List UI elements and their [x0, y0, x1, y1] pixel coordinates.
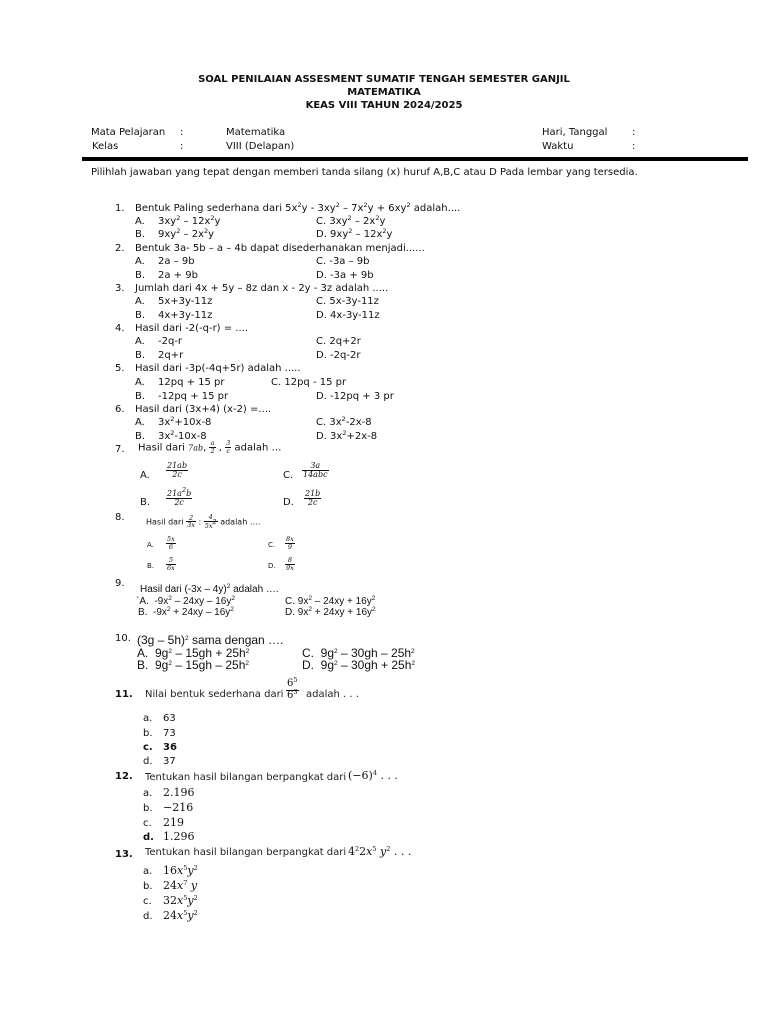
question-8-option-c[interactable]: $\frac{8x}{9}$: [286, 535, 294, 551]
question-5-option-d[interactable]: D. -12pq + 3 pr: [316, 391, 394, 402]
kelas-value: VIII (Delapan): [226, 141, 295, 152]
question-8-option-b[interactable]: $\frac{5}{6x}$: [167, 556, 175, 572]
question-3-option-a-letter[interactable]: A.: [135, 296, 145, 307]
question-3-option-b-letter[interactable]: B.: [135, 310, 146, 321]
question-2-option-b[interactable]: 2a + 9b: [158, 270, 198, 281]
question-9-option-b[interactable]: B. $-9x^2 + 24xy - 16y^2$: [138, 606, 234, 618]
question-1-option-a-letter[interactable]: A.: [135, 216, 145, 227]
doc-title-line1: SOAL PENILAIAN ASSESMENT SUMATIF TENGAH SEMESTER GANJIL: [198, 74, 570, 85]
question-4-option-b[interactable]: 2q+r: [158, 350, 184, 361]
question-3-option-c[interactable]: C. 5x-3y-11z: [316, 296, 379, 307]
mapel-colon: :: [180, 127, 184, 138]
question-9-number: 9.: [115, 578, 125, 589]
question-3-text: Jumlah dari 4x + 5y – 8z dan x - 2y - 3z adalah .....: [135, 283, 389, 294]
question-12-option-d-letter[interactable]: d.: [143, 832, 154, 843]
question-5-option-c[interactable]: C. 12pq - 15 pr: [271, 377, 347, 388]
question-2-option-b-letter[interactable]: B.: [135, 270, 146, 281]
question-10-option-b[interactable]: B. $9g^2 - 15gh - 25h^2$: [137, 658, 250, 672]
question-12-option-c-letter[interactable]: c.: [143, 818, 152, 829]
instruction: Pilihlah jawaban yang tepat dengan memberi tanda silang (x) huruf A,B,C atau D Pada lembar yang tersedia.: [91, 167, 638, 178]
question-2-number: 2.: [115, 243, 125, 254]
question-6-option-b[interactable]: $3x^2-10x-8$: [158, 429, 207, 442]
question-8-option-c-letter[interactable]: C.: [268, 541, 276, 549]
question-12-option-d[interactable]: 1.296: [163, 830, 195, 843]
question-1-option-b-letter[interactable]: B.: [135, 229, 146, 240]
question-1-option-b[interactable]: $9xy^2 - 2x^2y$: [158, 227, 215, 240]
question-5-option-b-letter[interactable]: B.: [135, 391, 146, 402]
question-4-option-c[interactable]: C. 2q+2r: [316, 336, 361, 347]
question-13-option-c[interactable]: $32x^5y^2$: [163, 894, 198, 907]
question-7-option-d[interactable]: $\frac{21b}{2c}$: [305, 489, 321, 508]
waktu-colon: :: [632, 141, 636, 152]
question-2-text: Bentuk 3a- 5b – a – 4b dapat disederhanakan menjadi......: [135, 243, 425, 254]
question-5-option-a-letter[interactable]: A.: [135, 377, 145, 388]
question-2-option-a[interactable]: 2a – 9b: [158, 256, 195, 267]
question-9-option-d[interactable]: D. $9x^2 + 24xy + 16y^2$: [285, 606, 376, 618]
question-3-number: 3.: [115, 283, 125, 294]
question-11-text: Nilai bentuk sederhana dari: [145, 689, 284, 700]
question-2-option-a-letter[interactable]: A.: [135, 256, 145, 267]
question-10-number: 10.: [115, 633, 131, 644]
question-7-option-c-letter[interactable]: C.: [283, 470, 294, 481]
question-13-option-c-letter[interactable]: c.: [143, 896, 152, 907]
hari-label: Hari, Tanggal: [542, 127, 608, 138]
question-6-option-a[interactable]: $3x^2+10x-8$: [158, 415, 212, 428]
question-11-option-d-letter[interactable]: d.: [143, 756, 153, 767]
question-7-option-c[interactable]: $\frac{3a}{\text{14abc}}$: [303, 461, 328, 480]
question-11-option-a-letter[interactable]: a.: [143, 713, 153, 724]
question-3-option-a[interactable]: 5x+3y-11z: [158, 296, 213, 307]
question-13-option-d-letter[interactable]: d.: [143, 911, 153, 922]
question-9-option-a[interactable]: `A. $-9x^2 - 24xy - 16y^2$: [136, 595, 235, 607]
question-11-option-c-letter[interactable]: c.: [143, 742, 153, 753]
question-13-option-b[interactable]: $24x^7$ y: [163, 879, 198, 892]
question-4-text: Hasil dari -2(-q-r) = ....: [135, 323, 249, 334]
question-13-option-b-letter[interactable]: b.: [143, 881, 153, 892]
question-4-option-a-letter[interactable]: A.: [135, 336, 145, 347]
question-13-number: 13.: [115, 849, 133, 860]
question-6-option-d[interactable]: D. $3x^2+2x-8$: [316, 429, 378, 442]
question-11-option-b[interactable]: 73: [163, 728, 176, 739]
question-12-option-b[interactable]: −216: [163, 801, 194, 814]
question-1-option-a[interactable]: $3xy^2 - 12x^2y$: [158, 214, 221, 227]
question-13-expression: $4^22x^5$ $y^2$ . . .: [348, 845, 412, 858]
mapel-label: Mata Pelajaran: [91, 127, 166, 138]
question-3-option-b[interactable]: 4x+3y-11z: [158, 310, 213, 321]
question-13-option-a[interactable]: $16x^5y^2$: [163, 864, 198, 877]
waktu-label: Waktu: [542, 141, 574, 152]
question-6-option-a-letter[interactable]: A.: [135, 417, 145, 428]
question-8-option-d-letter[interactable]: D.: [268, 562, 276, 570]
question-12-option-b-letter[interactable]: b.: [143, 803, 153, 814]
header-divider: [82, 157, 748, 161]
kelas-label: Kelas: [92, 141, 119, 152]
doc-title-line3: KEAS VIII TAHUN 2024/2025: [305, 100, 463, 111]
question-4-option-d[interactable]: D. -2q-2r: [316, 350, 361, 361]
question-1-option-c[interactable]: C. $3xy^2 - 2x^2y$: [316, 214, 386, 227]
question-7-option-b[interactable]: $\frac{21a^2b}{2c}$: [167, 486, 192, 508]
question-8-option-b-letter[interactable]: B.: [147, 562, 155, 570]
question-1-option-d[interactable]: D. $9xy^2 - 12x^2y$: [316, 227, 393, 240]
question-7-number: 7.: [115, 444, 125, 455]
question-11-option-a[interactable]: 63: [163, 713, 176, 724]
question-10-option-d[interactable]: D. $9g^2 - 30gh + 25h^2$: [302, 658, 415, 672]
question-11-option-b-letter[interactable]: b.: [143, 728, 153, 739]
hari-colon: :: [632, 127, 636, 138]
question-1-number: 1.: [115, 203, 125, 214]
question-7-text: Hasil dari 7ab, $\frac{a}{2}$ , $\frac{3}{c}$ adalah …: [138, 439, 282, 455]
question-12-expression: $(-6)^4$ . . .: [348, 769, 398, 782]
question-2-option-c[interactable]: C. -3a – 9b: [316, 256, 370, 267]
question-10-option-c[interactable]: C. $9g^2 - 30gh - 25h^2$: [302, 646, 415, 660]
question-11-tail: adalah . . .: [306, 689, 359, 700]
question-6-option-c[interactable]: C. $3x^2-2x-8$: [316, 415, 372, 428]
question-4-option-a[interactable]: -2q-r: [158, 336, 183, 347]
question-5-option-b[interactable]: -12pq + 15 pr: [158, 391, 229, 402]
question-12-option-a-letter[interactable]: a.: [143, 788, 153, 799]
question-11-option-d[interactable]: 37: [163, 756, 176, 767]
question-9-option-c[interactable]: C. $9x^2 - 24xy + 16y^2$: [285, 595, 376, 607]
question-13-option-d[interactable]: $24x^5y^2$: [163, 909, 198, 922]
question-1-text: Bentuk Paling sederhana dari $5x^2y - 3xy^2 - 7x^2y + 6xy^2$ adalah....: [135, 201, 461, 214]
question-12-number: 12.: [115, 771, 133, 782]
question-4-option-b-letter[interactable]: B.: [135, 350, 146, 361]
question-13-text: Tentukan hasil bilangan berpangkat dari: [145, 847, 347, 858]
question-8-option-d[interactable]: $\frac{8}{9x}$: [286, 556, 294, 572]
question-13-option-a-letter[interactable]: a.: [143, 866, 153, 877]
question-8-option-a-letter[interactable]: A.: [147, 541, 154, 549]
question-11-fraction: $\frac{6^5}{6^3}$: [287, 676, 298, 701]
question-7-option-a[interactable]: $\frac{21ab}{2c}$: [167, 461, 188, 480]
question-7-option-a-letter[interactable]: A.: [140, 470, 150, 481]
question-12-option-a[interactable]: 2.196: [163, 786, 195, 799]
question-12-text: Tentukan hasil bilangan berpangkat dari: [145, 772, 347, 783]
question-9-text: Hasil dari (-3x – 4y)$^2$ adalah ….: [140, 583, 279, 595]
kelas-colon: :: [180, 141, 184, 152]
question-5-option-a[interactable]: 12pq + 15 pr: [158, 377, 225, 388]
question-2-option-d[interactable]: D. -3a + 9b: [316, 270, 374, 281]
question-8-number: 8.: [115, 512, 125, 523]
mapel-value: Matematika: [226, 127, 286, 138]
question-6-number: 6.: [115, 404, 125, 415]
question-6-text: Hasil dari (3x+4) (x-2) =....: [135, 404, 272, 415]
question-10-text: (3g – 5h)$^2$ sama dengan ….: [137, 633, 284, 647]
question-11-option-c[interactable]: 36: [163, 742, 177, 753]
question-7-option-d-letter[interactable]: D.: [283, 497, 294, 508]
question-5-text: Hasil dari -3p(-4q+5r) adalah .....: [135, 363, 301, 374]
question-12-option-c[interactable]: 219: [163, 816, 184, 829]
question-11-number: 11.: [115, 689, 133, 700]
question-8-option-a[interactable]: $\frac{5x}{6}$: [167, 535, 175, 551]
question-4-number: 4.: [115, 323, 125, 334]
question-5-number: 5.: [115, 363, 125, 374]
question-10-option-a[interactable]: A. $9g^2 - 15gh + 25h^2$: [137, 646, 250, 660]
question-7-option-b-letter[interactable]: B.: [140, 497, 151, 508]
question-6-option-b-letter[interactable]: B.: [135, 431, 146, 442]
doc-title-line2: MATEMATIKA: [347, 87, 421, 98]
question-3-option-d[interactable]: D. 4x-3y-11z: [316, 310, 380, 321]
question-8-text: Hasil dari $\frac{2}{3x}$ : $\frac{4}{5x^2}$ adalah ….: [146, 513, 261, 530]
